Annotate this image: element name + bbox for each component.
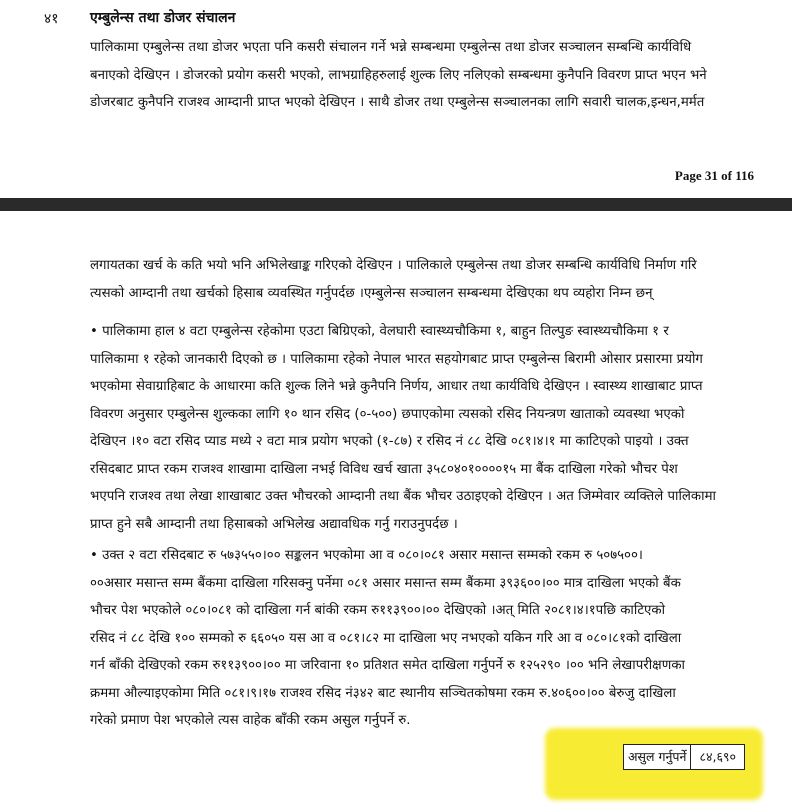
text-line: विवरण अनुसार एम्बुलेन्स शुल्कका लागि १० थान रसिद (०-५००) छपाएकोमा त्यसको रसिद नियन्त्रण खाताको व्यवस्था भएको (90, 406, 685, 422)
page-break-divider (0, 198, 792, 211)
text-line: भएकोमा सेवाग्राहिबाट के आधारमा कति शुल्क लिने भन्ने कुनैपनि निर्णय, आधार तथा कार्यविधि देखिएन । स्वास्थ्य शाखाबाट प्राप्त (90, 379, 703, 394)
text-line: बनाएको देखिएन । डोजरको प्रयोग कसरी भएको, लाभग्राहिहरुलाई शुल्क लिए नलिएको सम्बन्धमा कुनैपनि विवरण प्राप्त भएन भने (90, 67, 707, 83)
text-line: रसिदबाट प्राप्त रकम राजश्व शाखामा दाखिला नभई विविध खर्च खाता ३५८०४०१००००१५ मा बैंक दाखिला गरेको भौचर पेश (90, 461, 678, 477)
amount-value: ८४,६९० (699, 749, 736, 764)
text-line: प्राप्त हुने सबै आम्दानी तथा हिसाबको अभिलेख अद्यावधिक गर्नु गराउनुपर्दछ । (90, 516, 458, 532)
text-line: गरेको प्रमाण पेश भएकोले त्यस वाहेक बाँकी रकम असुल गर्नुपर्ने रु. (90, 713, 411, 728)
section-number: ४१ (44, 11, 59, 27)
text-line: देखिएन ।१० वटा रसिद प्याड मध्ये २ वटा मात्र प्रयोग भएको (१-८७) र रसिद नं ८८ देखि ०८१।४।१ मा काटिएको पाइयो । उक्त (90, 434, 689, 449)
section-title: एम्बुलेन्स तथा डोजर संचालन (90, 10, 236, 26)
amount-summary-box (623, 744, 745, 770)
text-line: क्रममा औल्याइएकोमा मिति ०८१।९।१७ राजश्व रसिद नं३४२ बाट स्थानीय सञ्चितकोषमा रकम रु.४०६००।०० बेरुजु दाखिला (90, 685, 676, 701)
amount-label: असुल गर्नुपर्ने (624, 745, 691, 769)
text-line: भएपनि राजश्व तथा लेखा शाखाबाट उक्त भौचरको आम्दानी तथा बैंक भौचर उठाइएको देखिएन । अत जिम्मेवार व्यक्तिले पालिकामा (90, 489, 716, 504)
text-line: पालिकामा एम्बुलेन्स तथा डोजर भएता पनि कसरी संचालन गर्ने भन्ने सम्बन्धमा एम्बुलेन्स तथा डोजर सञ्चालन सम्बन्धि कार्यविधि (90, 40, 692, 55)
text-line: लगायतका खर्च के कति भयो भनि अभिलेखाङ्क गरिएको देखिएन । पालिकाले एम्बुलेन्स तथा डोजर सम्बन्धि कार्यविधि निर्माण गरि (90, 258, 697, 273)
text-line: • पालिकामा हाल ४ वटा एम्बुलेन्स रहेकोमा एउटा बिग्रिएको, वेलघारी स्वास्थ्यचौकिमा १, बाहुन तिल्पुङ स्वास्थ्यचौकिमा १ र (90, 324, 669, 339)
paragraph-intro (90, 252, 750, 307)
text-line: भौचर पेश भएकोले ०८०।०८१ को दाखिला गर्न बांकी रकम रु११३९००।०० देखिएको ।अत् मिति २०८१।४।१पछि काटिएको (90, 603, 666, 618)
paragraph-top (90, 34, 750, 117)
text-line: पालिकामा १ रहेको जानकारी दिएको छ । पालिकामा रहेको नेपाल भारत सहयोगबाट प्राप्त एम्बुलेन्स बिरामी ओसार प्रसारमा प्रयोग (90, 351, 703, 367)
bullet-paragraph-1 (90, 318, 750, 538)
page-number: Page 31 of 116 (674, 168, 754, 183)
text-line: ००असार मसान्त सम्म बैंकमा दाखिला गरिसक्नु पर्नेमा ०८१ असार मसान्त सम्म बैंकमा ३९३६००।०० मात्र दाखिला भएको बैंक (90, 575, 681, 591)
text-line: त्यसको आम्दानी तथा खर्चको हिसाब व्यवस्थित गर्नुपर्दछ ।एम्बुलेन्स सञ्चालन सम्बन्धमा देखिएका थप व्यहोरा निम्न छन् (90, 285, 653, 301)
text-line: गर्न बाँकी देखिएको रकम रु११३९००।०० मा जरिवाना १० प्रतिशत समेत दाखिला गर्नुपर्ने रु १२५२९० ।०० भनि लेखापरीक्षणका (90, 658, 685, 673)
text-line: • उक्त २ वटा रसिदबाट रु ५७३५५०।०० सङ्कलन भएकोमा आ व ०८०।०८१ असार मसान्त सम्मको रकम रु ५०७५००। (90, 548, 643, 563)
page-upper-part (0, 0, 792, 198)
text-line: डोजरबाट कुनैपनि राजश्व आम्दानी प्राप्त भएको देखिएन । साथै डोजर तथा एम्बुलेन्स सञ्चालनका लागि सवारी चालक,इन्धन,मर्मत (90, 95, 705, 110)
text-line: रसिद नं ८८ देखि १०० सम्मको रु ६६०५० यस आ व ०८१।८२ मा दाखिला भए नभएको यकिन गरि आ व ०८०।८१को दाखिला (90, 630, 682, 646)
bullet-paragraph-2 (90, 542, 750, 735)
